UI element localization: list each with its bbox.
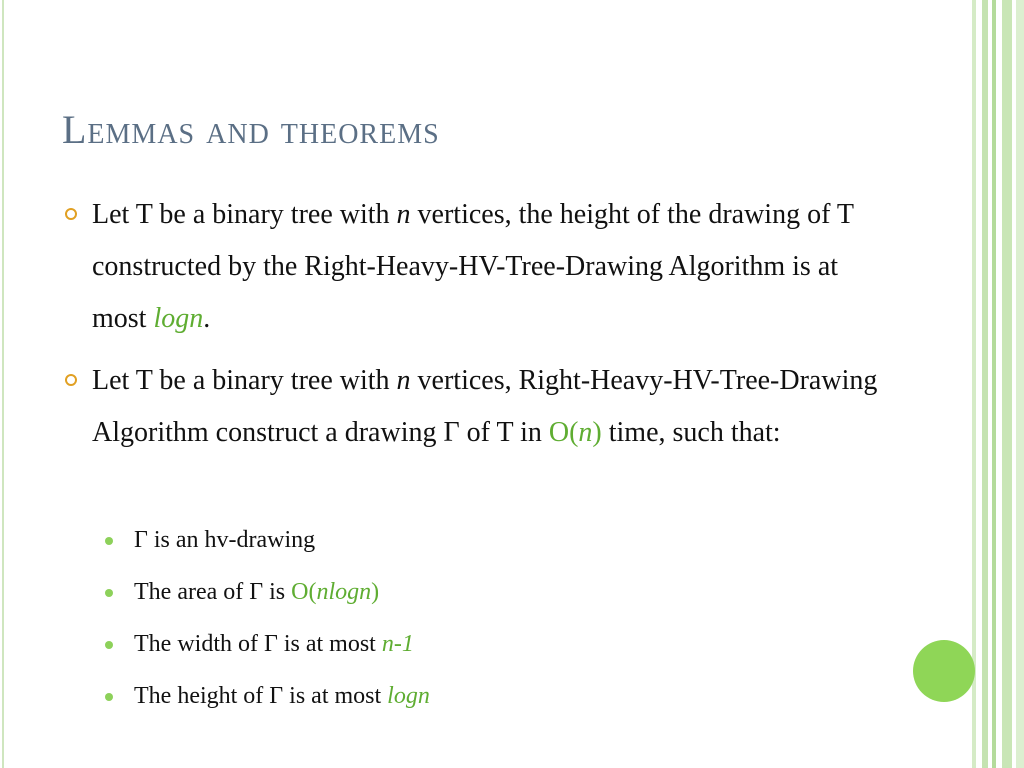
stripe [972, 0, 976, 768]
subbullet-height [134, 680, 430, 712]
highlight-big-o-open: O( [291, 579, 317, 605]
highlight-big-o-close: ) [371, 579, 380, 605]
green-circle-decoration [913, 640, 975, 702]
slide-title: Lemmas and theorems [62, 107, 440, 152]
subbullet-text: The height of Γ is at most [134, 683, 388, 709]
highlight-n-minus-1: n-1 [381, 631, 414, 657]
bullet-theorem-drawing [92, 355, 892, 459]
subbullet-area [134, 576, 379, 608]
bullet-text: time, such that: [601, 417, 781, 448]
highlight-var-n: n [578, 417, 593, 448]
bullet-text: . [203, 303, 211, 334]
highlight-big-o-close: ) [592, 417, 602, 448]
subbullet-hv-drawing [134, 524, 315, 556]
highlight-nlogn: nlogn [316, 579, 372, 605]
right-decorative-stripes [972, 0, 1024, 768]
highlight-logn: logn [153, 303, 204, 334]
subbullet-text: The area of Γ is [134, 579, 292, 605]
ring-bullet-icon [65, 208, 77, 220]
left-frame-line [0, 0, 4, 768]
dot-bullet-icon [105, 537, 113, 545]
subbullet-width [134, 628, 414, 660]
dot-bullet-icon [105, 641, 113, 649]
bullet-text: vertices, Right-Heavy-HV-Tree-Drawing Algorithm construct a drawing Γ of T in [92, 365, 878, 448]
subbullet-text: Γ is an hv-drawing [134, 527, 316, 553]
dot-bullet-icon [105, 589, 113, 597]
bullet-text: Let T be a binary tree with [92, 365, 397, 396]
var-n: n [396, 365, 411, 396]
bullet-text: Let T be a binary tree with [92, 199, 397, 230]
highlight-logn: logn [387, 683, 430, 709]
stripe [982, 0, 988, 768]
subbullet-text: The width of Γ is at most [134, 631, 382, 657]
ring-bullet-icon [65, 374, 77, 386]
highlight-big-o-open: O( [548, 417, 579, 448]
stripe [1002, 0, 1012, 768]
dot-bullet-icon [105, 693, 113, 701]
stripe [1016, 0, 1024, 768]
bullet-text: vertices, the height of the drawing of T constructed by the Right-Heavy-HV-Tree-Drawing Algorithm is at most [92, 199, 854, 334]
stripe [992, 0, 996, 768]
bullet-lemma-height [92, 189, 892, 345]
var-n: n [396, 199, 411, 230]
